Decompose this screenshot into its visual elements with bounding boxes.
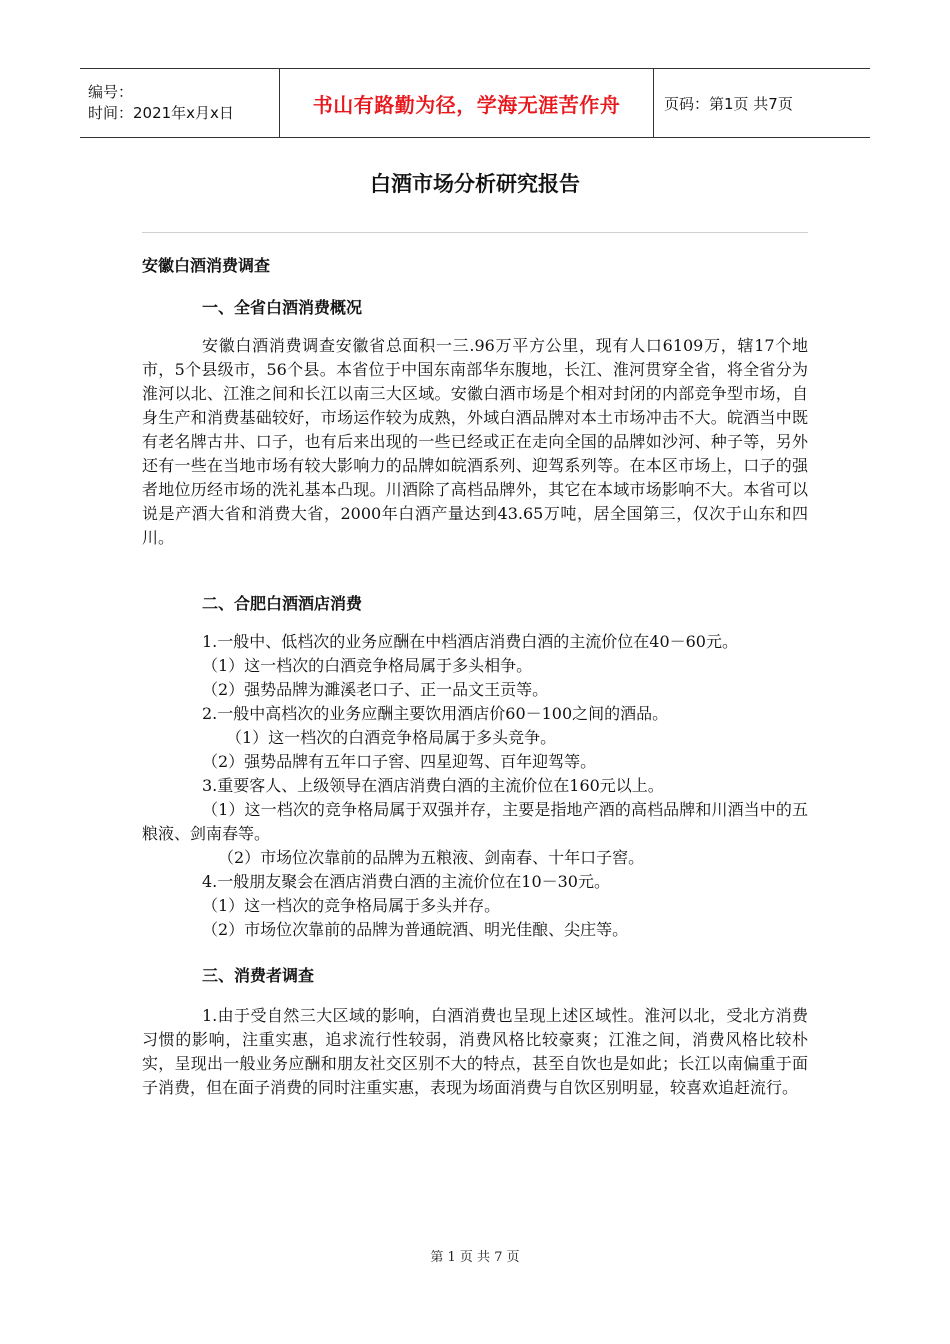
item-list — [142, 630, 808, 942]
heading-1: 一、全省白酒消费概况 — [202, 298, 363, 317]
list-item: （2）市场位次靠前的品牌为普通皖酒、明光佳酿、尖庄等。 — [202, 920, 629, 939]
document-title: 白酒市场分析研究报告 — [370, 172, 580, 196]
list-item: （1）这一档次的竞争格局属于双强并存，主要是指地产酒的高档品牌和川酒当中的五粮液、剑南春等。 — [142, 800, 808, 843]
header-time: 时间：2021年x月x日 — [88, 104, 234, 122]
header-page-cell — [654, 69, 870, 137]
list-item: 2.一般中高档次的业务应酬主要饮用酒店价60－100之间的酒品。 — [202, 704, 669, 723]
page-header — [80, 68, 870, 138]
header-meta — [80, 69, 280, 137]
heading-3: 三、消费者调查 — [202, 966, 315, 985]
list-item: 3.重要客人、上级领导在酒店消费白酒的主流价位在160元以上。 — [202, 776, 664, 795]
paragraph-1: 安徽白酒消费调查安徽省总面积一三.96万平方公里，现有人口6109万，辖17个地市，5个县级市，56个县。本省位于中国东南部华东腹地，长江、淮河贯穿全省，将全省分为淮河以北、江淮之间和长江以南三大区域。安徽白酒市场是个相对封闭的内部竞争型市场，自身生产和消费基础较好，市场运作较为成熟，外域白酒品牌对本土市场冲击不大。皖酒当中既有老名牌古井、口子，也有后来出现的一些已经或正在走向全国的品牌如沙河、种子等，另外还有一些在当地市场有较大影响力的品牌如皖酒系列、迎驾系列等。在本区市场上，口子的强者地位历经市场的洗礼基本凸现。川酒除了高档品牌外，其它在本域市场影响不大。本省可以说是产酒大省和消费大省，2000年白酒产量达到43.65万吨，居全国第三，仅次于山东和四川。 — [142, 336, 808, 547]
list-item: 4.一般朋友聚会在酒店消费白酒的主流价位在10－30元。 — [202, 872, 610, 891]
header-motto-cell — [280, 69, 654, 137]
list-item: （1）这一档次的白酒竞争格局属于多头相争。 — [202, 656, 533, 675]
header-motto: 书山有路勤为径，学海无涯苦作舟 — [312, 92, 621, 117]
section-title: 安徽白酒消费调查 — [142, 256, 271, 275]
list-item: （2）强势品牌为濉溪老口子、正一品文王贡等。 — [202, 680, 549, 699]
list-item: （2）强势品牌有五年口子窖、四星迎驾、百年迎驾等。 — [202, 752, 597, 771]
heading-2: 二、合肥白酒酒店消费 — [202, 594, 363, 613]
document-body — [142, 250, 808, 1100]
list-item: （1）这一档次的白酒竞争格局属于多头竞争。 — [226, 728, 557, 747]
list-item: 1.一般中、低档次的业务应酬在中档酒店消费白酒的主流价位在40－60元。 — [202, 632, 738, 651]
page-footer: 第 1 页 共 7 页 — [430, 1250, 520, 1265]
header-number: 编号： — [88, 83, 134, 101]
list-item: （2）市场位次靠前的品牌为五粮液、剑南春、十年口子窖。 — [218, 848, 645, 867]
list-item: （1）这一档次的竞争格局属于多头并存。 — [202, 896, 501, 915]
paragraph-3: 1.由于受自然三大区域的影响，白酒消费也呈现上述区域性。淮河以北，受北方消费习惯的影响，注重实惠，追求流行性较弱，消费风格比较豪爽；江淮之间，消费风格比较朴实，呈现出一般业务应酬和朋友社交区别不大的特点，甚至自饮也是如此；长江以南偏重于面子消费，但在面子消费的同时注重实惠，表现为场面消费与自饮区别明显，较喜欢追赶流行。 — [142, 1006, 808, 1097]
title-divider — [142, 232, 808, 233]
header-page-number: 页码：第1页 共7页 — [664, 94, 793, 113]
